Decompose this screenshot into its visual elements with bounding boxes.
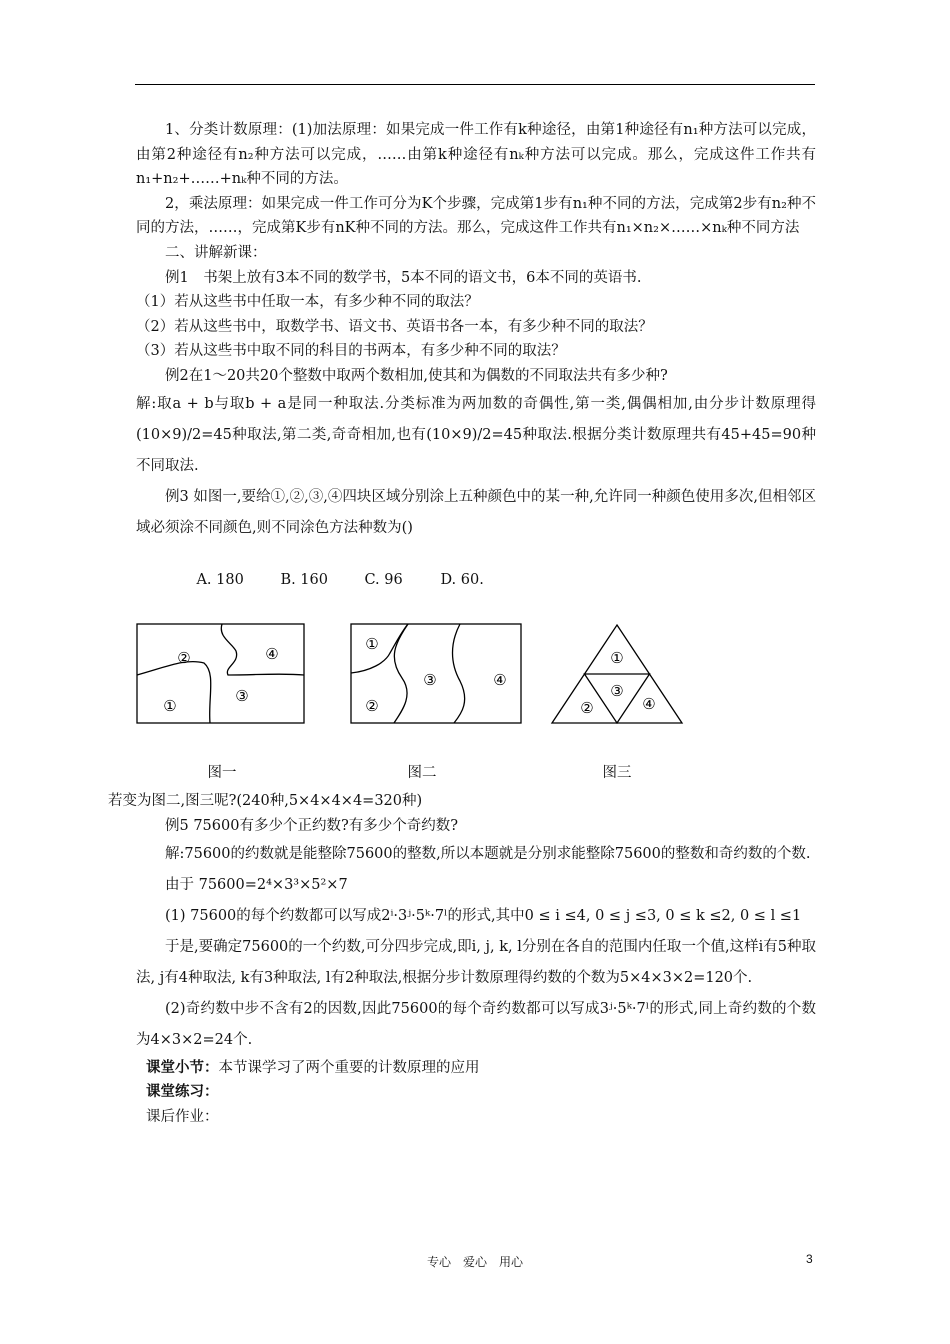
multiplication-principle: 2，乘法原理：如果完成一件工作可分为K个步骤，完成第1步有n₁种不同的方法，完成第2步有n₂种不同的方法，……，完成第K步有nK种不同的方法。那么，完成这件工作共有n₁×n₂×……×nₖ种不同方法 bbox=[136, 195, 816, 237]
fig1-region-4: ④ bbox=[265, 645, 279, 664]
fig2-region-1: ① bbox=[365, 635, 379, 654]
figure-1-caption: 图一 bbox=[207, 765, 237, 782]
document-body bbox=[108, 118, 816, 1129]
example-1-q2: （2）若从这些书中，取数学书、语文书、英语书各一本，有多少种不同的取法？ bbox=[136, 318, 653, 335]
option-b: B. 160 bbox=[280, 572, 328, 589]
page-number: 3 bbox=[806, 1252, 813, 1266]
fig2-region-3: ③ bbox=[423, 671, 437, 690]
figure-1 bbox=[136, 623, 306, 733]
fig3-region-4: ④ bbox=[642, 695, 656, 714]
option-c: C. 96 bbox=[364, 572, 403, 589]
fig1-region-2: ② bbox=[177, 649, 191, 668]
figure-3-caption: 图三 bbox=[602, 765, 632, 782]
fig1-region-1: ① bbox=[163, 697, 177, 716]
example-1-q3: （3）若从这些书中取不同的科目的书两本，有多少种不同的取法？ bbox=[136, 343, 566, 360]
example-1: 例1 书架上放有3本不同的数学书，5本不同的语文书，6本不同的英语书. bbox=[165, 269, 642, 286]
example-5-solution: 解:75600的约数就是能整除75600的整数,所以本题就是分别求能整除75600的整数和奇约数的个数. bbox=[165, 845, 811, 862]
section-heading: 二、讲解新课： bbox=[165, 244, 267, 261]
fig3-region-3: ③ bbox=[610, 682, 624, 701]
summary-label: 课堂小节： bbox=[146, 1058, 219, 1076]
fig2-region-2: ② bbox=[365, 697, 379, 716]
step-2: 于是,要确定75600的一个约数,可分四步完成,即i, j, k, l分别在各自的范围内任取一个值,这样i有5种取法, j有4种取法, k有3种取法, l有2种取法,根据分步计数原理得约数的个数为5×4×3×2=120个. bbox=[136, 938, 816, 986]
variation-question: 若变为图二,图三呢?(240种,5×4×4×4=320种) bbox=[108, 793, 423, 810]
step-1: (1) 75600的每个约数都可以写成2ⁱ·3ʲ·5ᵏ·7ˡ的形式,其中0 ≤ i ≤4, 0 ≤ j ≤3, 0 ≤ k ≤2, 0 ≤ l ≤1 bbox=[165, 907, 802, 924]
option-d: D. 60. bbox=[440, 572, 484, 589]
summary-text: 本节课学习了两个重要的计数原理的应用 bbox=[218, 1059, 480, 1076]
homework-label: 课后作业： bbox=[146, 1108, 219, 1125]
page-footer: 专心 爱心 用心 bbox=[426, 1255, 523, 1269]
factorization: 由于 75600=2⁴×3³×5²×7 bbox=[165, 876, 348, 893]
figure-2-caption: 图二 bbox=[407, 765, 437, 782]
example-3-options bbox=[136, 544, 816, 618]
example-1-q1: （1）若从这些书中任取一本，有多少种不同的取法？ bbox=[136, 294, 479, 311]
figure-2 bbox=[350, 623, 524, 733]
figures-row bbox=[136, 623, 816, 789]
fig3-region-1: ① bbox=[610, 649, 624, 668]
addition-principle: 1、分类计数原理：(1)加法原理：如果完成一件工作有k种途径，由第1种途径有n₁种方法可以完成，由第2种途径有n₂种方法可以完成，……由第k种途径有nₖ种方法可以完成。那么，完成这件工作共有n₁+n₂+……+nₖ种不同的方法。 bbox=[136, 122, 816, 188]
odd-divisors: (2)奇约数中步不含有2的因数,因此75600的每个奇约数都可以写成3ʲ·5ᵏ·7ˡ的形式,同上奇约数的个数为4×3×2=24个. bbox=[136, 1000, 816, 1048]
fig1-region-3: ③ bbox=[235, 687, 249, 706]
example-3: 例3 如图一,要给①,②,③,④四块区域分别涂上五种颜色中的某一种,允许同一种颜色使用多次,但相邻区域必须涂不同颜色,则不同涂色方法种数为() bbox=[136, 488, 816, 536]
summary-line bbox=[136, 1056, 816, 1081]
fig2-region-4: ④ bbox=[493, 671, 507, 690]
option-a: A. 180 bbox=[196, 572, 244, 589]
header-rule bbox=[135, 84, 815, 85]
practice-label: 课堂练习： bbox=[146, 1083, 219, 1101]
example-5: 例5 75600有多少个正约数?有多少个奇约数? bbox=[165, 817, 459, 834]
figure-3 bbox=[550, 623, 684, 733]
example-2-solution: 解:取a + b与取b + a是同一种取法.分类标准为两加数的奇偶性,第一类,偶偶相加,由分步计数原理得(10×9)/2=45种取法,第二类,奇奇相加,也有(10×9)/2=45种取法.根据分类计数原理共有45+45=90种不同取法. bbox=[136, 395, 816, 474]
fig3-region-2: ② bbox=[580, 699, 594, 718]
example-2: 例2在1～20共20个整数中取两个数相加,使其和为偶数的不同取法共有多少种? bbox=[165, 367, 668, 384]
